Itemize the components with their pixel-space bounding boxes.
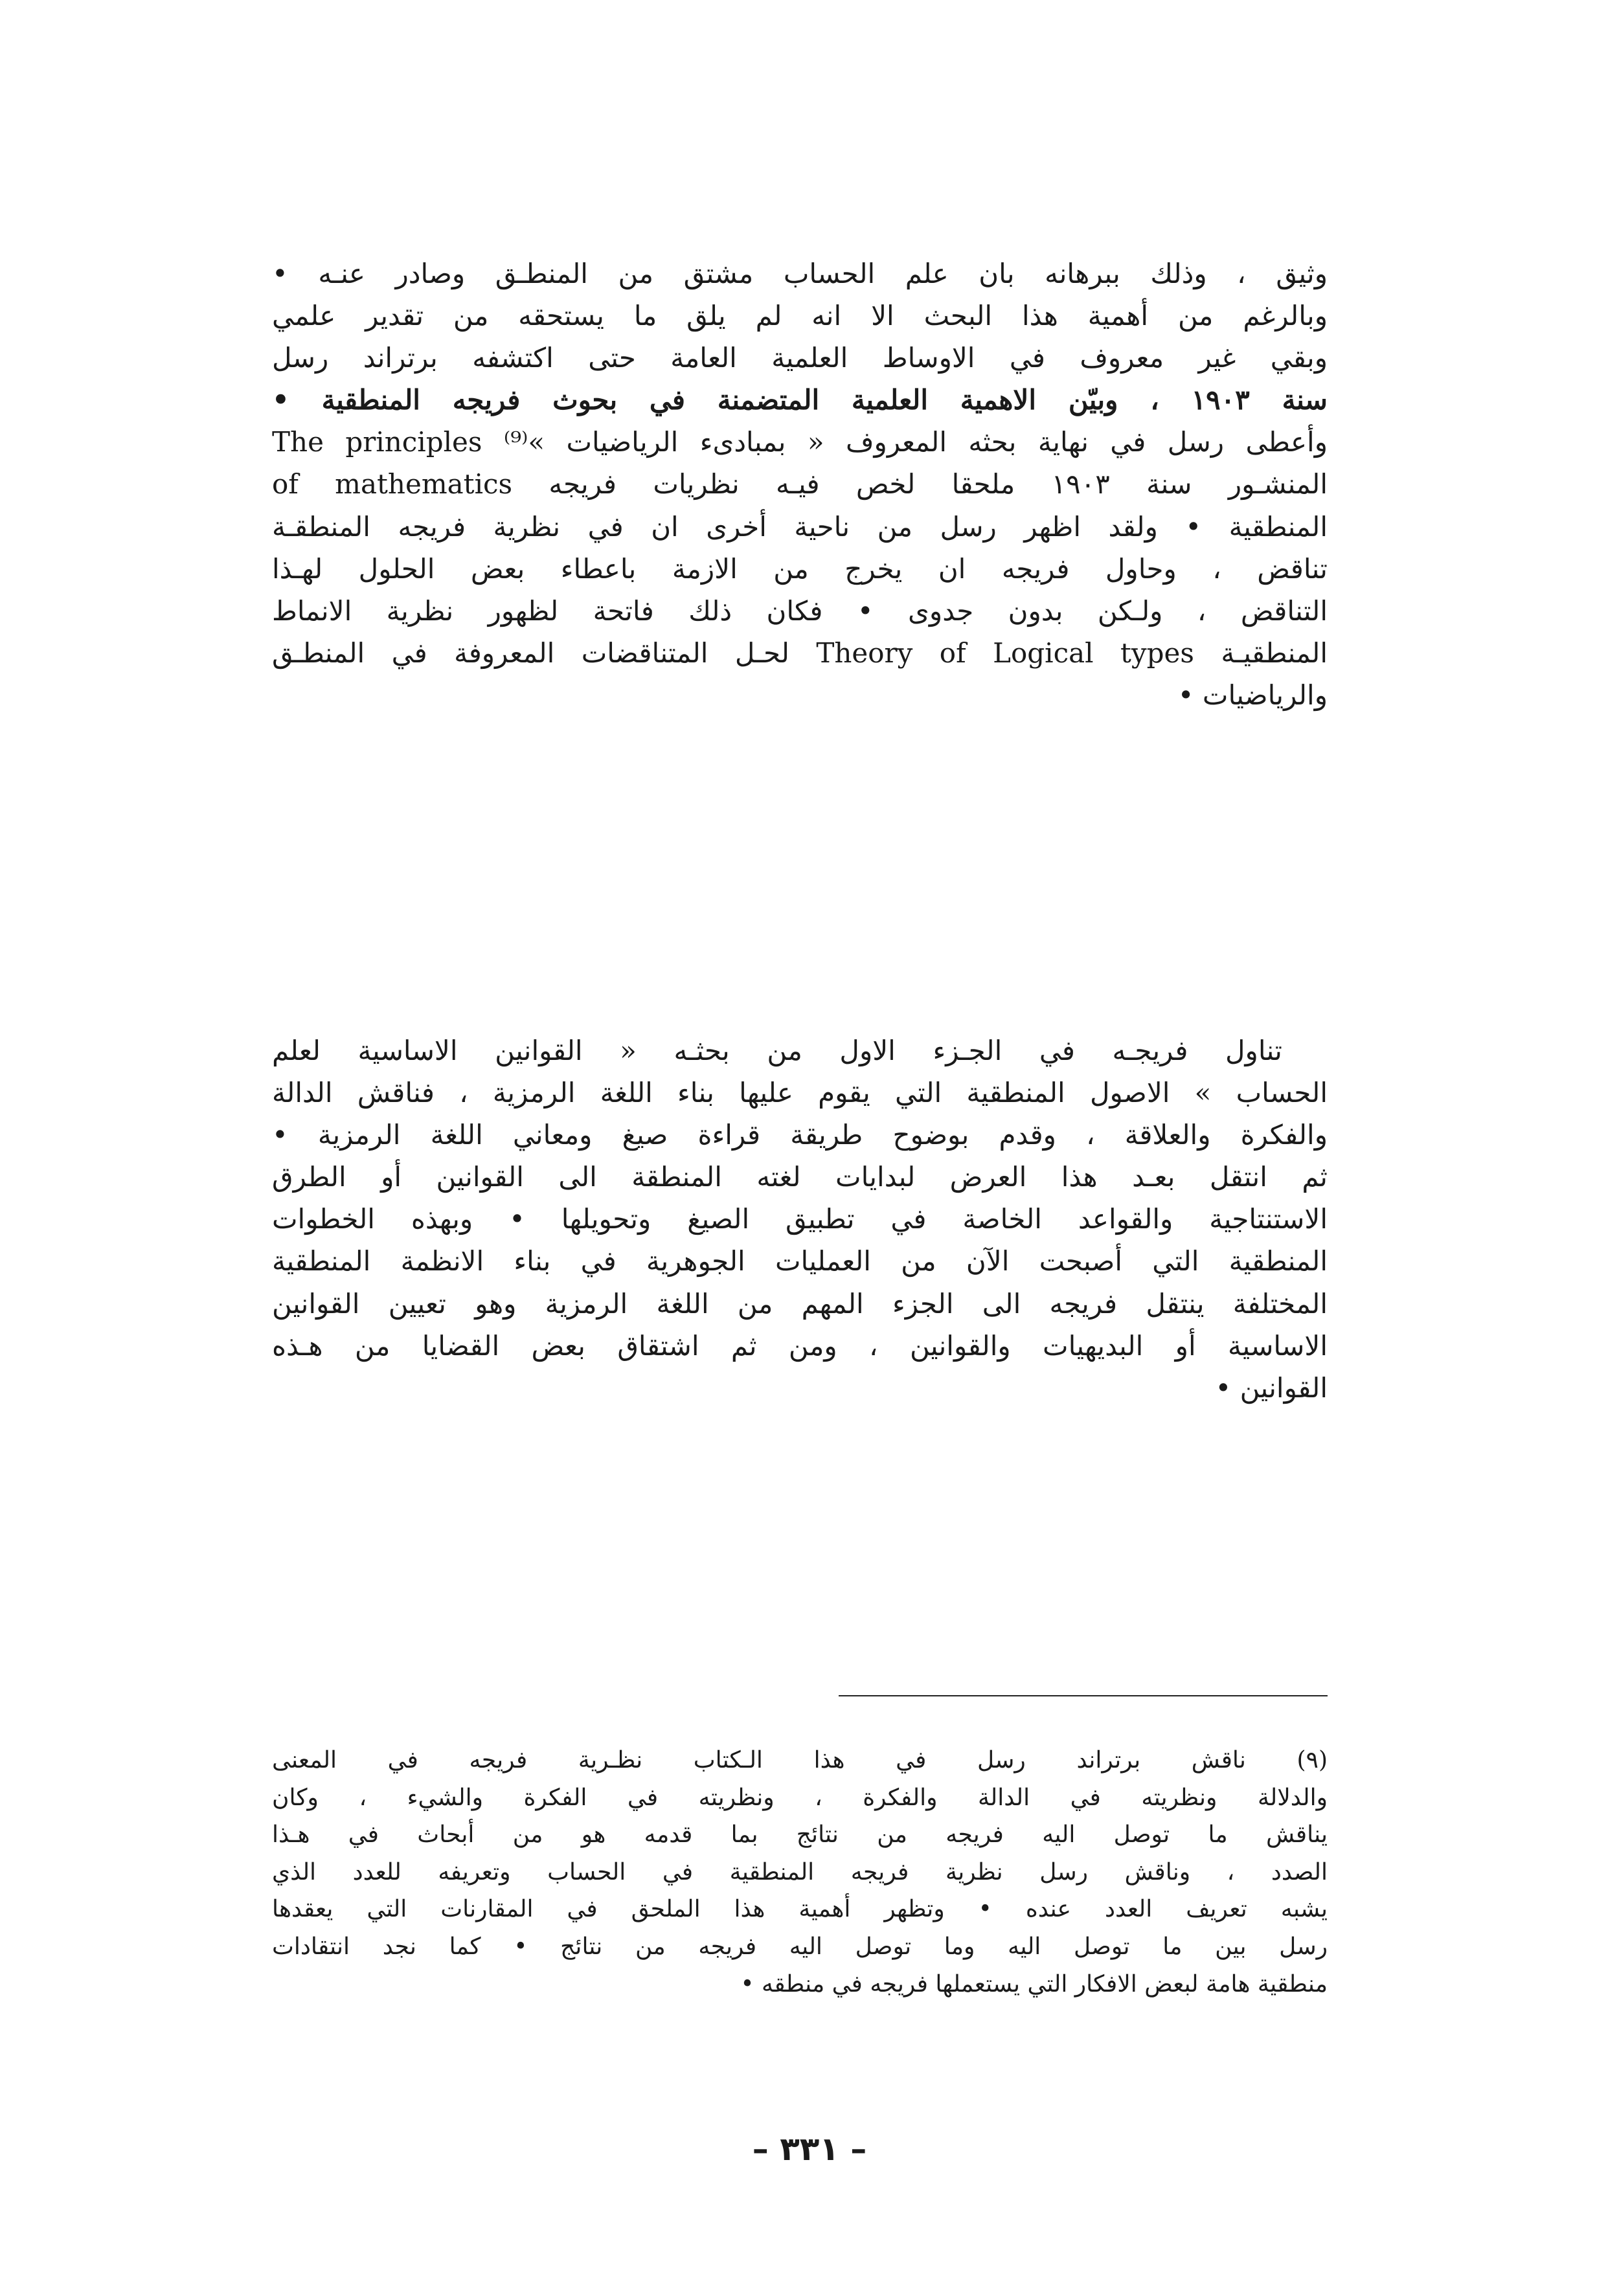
body-paragraph-1	[272, 253, 1328, 716]
text-line: المنطقية • ولقد اظهر رسل من ناحية أخرى ان في نظرية فريجه المنطقـة	[272, 510, 1328, 543]
footnote-line: (٩) ناقش برتراند رسل في هذا الـكتاب نظـرية فريجه في المعنى	[272, 1747, 1328, 1773]
text-line: المنطقيـة Theory of Logical types لحـل المتناقضات المعروفة في المنطـق	[272, 636, 1328, 669]
text-line: القوانين •	[1215, 1371, 1328, 1404]
text-line: الاستنتاجية والقواعد الخاصة في تطبيق الصيغ وتحويلها • وبهذه الخطوات	[272, 1203, 1328, 1235]
text-line: وأعطى رسل في نهاية بحثه المعروف « بمبادىء الرياضيات »⁽⁹⁾ The principles	[272, 426, 1328, 458]
text-line: الاساسية أو البديهيات والقوانين ، ومن ثم اشتقاق بعض القضايا من هـذه	[272, 1329, 1328, 1362]
footnote-line: منطقية هامة لبعض الافكار التي يستعملها فريجه في منطقه •	[740, 1970, 1328, 1998]
text-line: المختلفة ينتقل فريجه الى الجزء المهم من اللغة الرمزية وهو تعيين القوانين	[272, 1287, 1328, 1320]
footnote-line: الصدد ، وناقش رسل نظرية فريجه المنطقية في الحساب وتعريفه للعدد الذي	[272, 1858, 1328, 1885]
text-line: والفكرة والعلاقة ، وقدم بوضوح طريقة قراءة صيغ ومعاني اللغة الرمزية •	[272, 1119, 1328, 1151]
text-line: والرياضيات •	[1177, 679, 1328, 711]
text-line: تناول فريجـه في الجـزء الاول من بحثـه « القوانين الاساسية لعلم	[272, 1035, 1282, 1066]
footnote	[272, 1742, 1328, 2003]
body-paragraph-2	[272, 1030, 1328, 1409]
text-line: وبالرغم من أهمية هذا البحث الا انه لم يلق ما يستحقه من تقدير علمي	[272, 300, 1328, 332]
text-line: سنة ١٩٠٣ ، وبيّن الاهمية العلمية المتضمنة في بحوث فريجه المنطقية •	[272, 384, 1328, 416]
footnote-line: رسل بين ما توصل اليه وما توصل اليه فريجه من نتائج • كما نجد انتقادات	[272, 1933, 1328, 1960]
text-line: وثيق ، وذلك ببرهانه بان علم الحساب مشتق من المنطـق وصادر عنـه •	[272, 258, 1328, 289]
footnote-line: يشبه تعريف العدد عنده • وتظهر أهمية هذا الملحق في المقارنات التي يعقدها	[272, 1896, 1328, 1923]
footnote-line: يناقش ما توصل اليه فريجه من نتائج بما قدمه هو من أبحاث في هـذا	[272, 1821, 1328, 1849]
text-line: التناقض ، ولـكن بدون جدوى • فكان ذلك فاتحة لظهور نظرية الانماط	[272, 594, 1328, 627]
text-line: المنطقية التي أصبحت الآن من العمليات الجوهرية في بناء الانظمة المنطقية	[272, 1245, 1328, 1277]
text-line: تناقض ، وحاول فريجه ان يخرج من الازمة باعطاء بعض الحلول لهـذا	[272, 552, 1328, 585]
footnote-divider	[839, 1695, 1328, 1696]
text-line: وبقي غير معروف في الاوساط العلمية العامة حتى اكتشفه برتراند رسل	[272, 342, 1328, 374]
page-number: – ٣٣١ –	[752, 2130, 867, 2168]
footnote-line: والدلالة ونظريته في الدالة والفكرة ، ونظريته في الفكرة والشيء ، وكان	[272, 1784, 1328, 1811]
text-line: الحساب » الاصول المنطقية التي يقوم عليها بناء اللغة الرمزية ، فناقش الدالة	[272, 1077, 1328, 1109]
text-line: ثم انتقل بعـد هذا العرض لبدايات لغته المنطقة الى القوانين أو الطرق	[272, 1161, 1328, 1193]
text-line: of mathematics المنشـور سنة ١٩٠٣ ملحقا لخص فيـه نظريات فريجه	[272, 468, 1328, 501]
